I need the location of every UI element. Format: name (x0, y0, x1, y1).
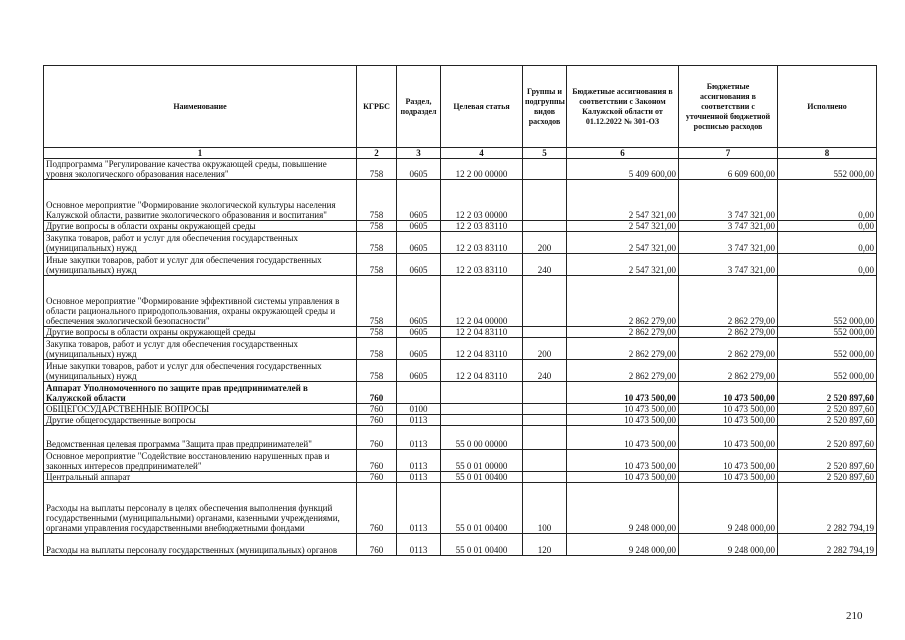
cell-kgrbs: 758 (357, 360, 397, 382)
cell-target: 55 0 01 00400 (441, 483, 523, 534)
cell-executed: 0,00 (778, 221, 877, 232)
cell-section: 0113 (397, 415, 441, 426)
cell-name: Расходы на выплаты персоналу государственных (муниципальных) органов (44, 534, 357, 556)
col-number: 8 (778, 148, 877, 159)
cell-refined: 2 862 279,00 (679, 327, 778, 338)
cell-refined: 2 862 279,00 (679, 360, 778, 382)
cell-refined: 10 473 500,00 (679, 450, 778, 472)
cell-executed: 552 000,00 (778, 159, 877, 180)
header-refined: Бюджетные ассигнования в соответствии с уточненной бюджетной росписью расходов (679, 66, 778, 148)
cell-refined: 10 473 500,00 (679, 404, 778, 415)
col-number: 1 (44, 148, 357, 159)
cell-refined: 3 747 321,00 (679, 254, 778, 276)
cell-refined: 3 747 321,00 (679, 180, 778, 221)
cell-kgrbs: 758 (357, 338, 397, 360)
cell-group (523, 327, 567, 338)
cell-executed: 0,00 (778, 232, 877, 254)
cell-refined: 10 473 500,00 (679, 382, 778, 404)
cell-group (523, 472, 567, 483)
cell-group (523, 426, 567, 450)
cell-group (523, 221, 567, 232)
cell-kgrbs: 760 (357, 483, 397, 534)
cell-target: 55 0 01 00000 (441, 450, 523, 472)
cell-law: 5 409 600,00 (567, 159, 679, 180)
cell-refined: 2 862 279,00 (679, 276, 778, 327)
cell-executed: 2 520 897,60 (778, 404, 877, 415)
cell-section (397, 382, 441, 404)
cell-section: 0605 (397, 327, 441, 338)
cell-kgrbs: 760 (357, 534, 397, 556)
cell-group: 240 (523, 254, 567, 276)
cell-refined: 9 248 000,00 (679, 483, 778, 534)
table-row (44, 338, 877, 360)
cell-section: 0605 (397, 221, 441, 232)
budget-table (43, 65, 877, 556)
cell-section: 0113 (397, 472, 441, 483)
cell-target: 12 2 04 83110 (441, 327, 523, 338)
cell-name: Закупка товаров, работ и услуг для обеспечения государственных (муниципальных) нужд (44, 232, 357, 254)
table-row (44, 483, 877, 534)
table-row (44, 472, 877, 483)
cell-group (523, 382, 567, 404)
table-row (44, 276, 877, 327)
cell-group: 200 (523, 338, 567, 360)
cell-section: 0605 (397, 232, 441, 254)
cell-law: 10 473 500,00 (567, 415, 679, 426)
cell-executed: 552 000,00 (778, 327, 877, 338)
cell-law: 2 862 279,00 (567, 360, 679, 382)
cell-name: Основное мероприятие "Формирование экологической культуры населения Калужской области, развитие экологического образования и воспитания" (44, 180, 357, 221)
cell-name: Ведомственная целевая программа "Защита прав предпринимателей" (44, 426, 357, 450)
table-row (44, 382, 877, 404)
cell-target: 12 2 04 00000 (441, 276, 523, 327)
table-row (44, 221, 877, 232)
table-row (44, 360, 877, 382)
cell-section: 0605 (397, 254, 441, 276)
header-row (44, 66, 877, 148)
cell-kgrbs: 758 (357, 327, 397, 338)
cell-section: 0605 (397, 338, 441, 360)
cell-law: 2 547 321,00 (567, 221, 679, 232)
cell-section: 0605 (397, 276, 441, 327)
col-number: 6 (567, 148, 679, 159)
col-number: 7 (679, 148, 778, 159)
cell-law: 2 547 321,00 (567, 254, 679, 276)
cell-target: 12 2 03 83110 (441, 232, 523, 254)
header-executed: Исполнено (778, 66, 877, 148)
cell-law: 10 473 500,00 (567, 450, 679, 472)
cell-refined: 6 609 600,00 (679, 159, 778, 180)
cell-name: Закупка товаров, работ и услуг для обеспечения государственных (муниципальных) нужд (44, 338, 357, 360)
cell-name: Основное мероприятие "Формирование эффективной системы управления в области рационального природопользования, охраны окружающей среды и обеспечения экологической безопасности" (44, 276, 357, 327)
cell-section: 0605 (397, 360, 441, 382)
cell-kgrbs: 760 (357, 450, 397, 472)
cell-kgrbs: 758 (357, 180, 397, 221)
table-row (44, 450, 877, 472)
cell-target (441, 382, 523, 404)
cell-section: 0113 (397, 426, 441, 450)
col-number: 3 (397, 148, 441, 159)
page-number: 210 (846, 610, 863, 622)
cell-executed: 552 000,00 (778, 338, 877, 360)
cell-law: 2 547 321,00 (567, 232, 679, 254)
cell-executed: 2 520 897,60 (778, 450, 877, 472)
cell-group (523, 159, 567, 180)
cell-target: 12 2 03 00000 (441, 180, 523, 221)
table-row (44, 327, 877, 338)
cell-target: 55 0 01 00400 (441, 534, 523, 556)
table-row (44, 159, 877, 180)
cell-kgrbs: 758 (357, 276, 397, 327)
cell-target: 12 2 04 83110 (441, 338, 523, 360)
cell-name: Другие вопросы в области охраны окружающей среды (44, 221, 357, 232)
cell-executed: 2 282 794,19 (778, 483, 877, 534)
table-row (44, 404, 877, 415)
cell-law: 9 248 000,00 (567, 534, 679, 556)
cell-section: 0100 (397, 404, 441, 415)
table-row (44, 415, 877, 426)
cell-section: 0113 (397, 450, 441, 472)
cell-executed: 2 520 897,60 (778, 415, 877, 426)
cell-target: 12 2 03 83110 (441, 221, 523, 232)
cell-law: 2 862 279,00 (567, 338, 679, 360)
cell-target: 12 2 00 00000 (441, 159, 523, 180)
header-law: Бюджетные ассигнования в соответствии с Законом Калужской области от 01.12.2022 № 301-ОЗ (567, 66, 679, 148)
cell-name: Иные закупки товаров, работ и услуг для обеспечения государственных (муниципальных) нужд (44, 360, 357, 382)
cell-law: 10 473 500,00 (567, 404, 679, 415)
cell-kgrbs: 760 (357, 415, 397, 426)
cell-target: 12 2 03 83110 (441, 254, 523, 276)
cell-executed: 2 520 897,60 (778, 472, 877, 483)
cell-name: Основное мероприятие "Содействие восстановлению нарушенных прав и законных интересов предпринимателей" (44, 450, 357, 472)
cell-section: 0605 (397, 180, 441, 221)
cell-executed: 2 282 794,19 (778, 534, 877, 556)
cell-refined: 3 747 321,00 (679, 221, 778, 232)
cell-kgrbs: 758 (357, 254, 397, 276)
cell-name: Другие общегосударственные вопросы (44, 415, 357, 426)
header-name: Наименование (44, 66, 357, 148)
column-numbers-row (44, 148, 877, 159)
header-groups: Группы и подгруппы видов расходов (523, 66, 567, 148)
cell-kgrbs: 760 (357, 426, 397, 450)
cell-law: 2 547 321,00 (567, 180, 679, 221)
cell-refined: 3 747 321,00 (679, 232, 778, 254)
cell-name: Иные закупки товаров, работ и услуг для обеспечения государственных (муниципальных) нужд (44, 254, 357, 276)
col-number: 4 (441, 148, 523, 159)
cell-executed: 0,00 (778, 254, 877, 276)
header-kgrbs: КГРБС (357, 66, 397, 148)
cell-executed: 2 520 897,60 (778, 382, 877, 404)
cell-kgrbs: 760 (357, 382, 397, 404)
cell-group (523, 450, 567, 472)
cell-group (523, 415, 567, 426)
cell-refined: 2 862 279,00 (679, 338, 778, 360)
cell-target: 55 0 01 00400 (441, 472, 523, 483)
cell-group (523, 404, 567, 415)
cell-law: 10 473 500,00 (567, 426, 679, 450)
cell-target (441, 404, 523, 415)
cell-kgrbs: 760 (357, 404, 397, 415)
cell-target: 12 2 04 83110 (441, 360, 523, 382)
col-number: 2 (357, 148, 397, 159)
cell-name: Расходы на выплаты персоналу в целях обеспечения выполнения функций государственными (муниципальными) органами, казенными учреждениями, органами управления государственными внебюджетными фондами (44, 483, 357, 534)
cell-kgrbs: 758 (357, 232, 397, 254)
cell-executed: 2 520 897,60 (778, 426, 877, 450)
cell-group (523, 276, 567, 327)
cell-group: 100 (523, 483, 567, 534)
cell-executed: 552 000,00 (778, 276, 877, 327)
cell-group: 120 (523, 534, 567, 556)
cell-section: 0605 (397, 159, 441, 180)
table-row (44, 254, 877, 276)
table-row (44, 426, 877, 450)
header-section: Раздел, подраздел (397, 66, 441, 148)
cell-law: 9 248 000,00 (567, 483, 679, 534)
cell-group: 200 (523, 232, 567, 254)
cell-target (441, 415, 523, 426)
cell-group: 240 (523, 360, 567, 382)
cell-name: Аппарат Уполномоченного по защите прав предпринимателей в Калужской области (44, 382, 357, 404)
cell-refined: 9 248 000,00 (679, 534, 778, 556)
cell-name: Другие вопросы в области охраны окружающей среды (44, 327, 357, 338)
table-body (44, 159, 877, 556)
cell-law: 10 473 500,00 (567, 472, 679, 483)
cell-refined: 10 473 500,00 (679, 472, 778, 483)
cell-law: 2 862 279,00 (567, 327, 679, 338)
cell-kgrbs: 758 (357, 159, 397, 180)
col-number: 5 (523, 148, 567, 159)
cell-law: 10 473 500,00 (567, 382, 679, 404)
cell-section: 0113 (397, 483, 441, 534)
cell-kgrbs: 758 (357, 221, 397, 232)
table-row (44, 232, 877, 254)
cell-executed: 552 000,00 (778, 360, 877, 382)
cell-executed: 0,00 (778, 180, 877, 221)
header-target: Целевая статья (441, 66, 523, 148)
table-row (44, 180, 877, 221)
cell-name: Подпрограмма "Регулирование качества окружающей среды, повышение уровня экологического образования населения" (44, 159, 357, 180)
cell-section: 0113 (397, 534, 441, 556)
cell-law: 2 862 279,00 (567, 276, 679, 327)
cell-kgrbs: 760 (357, 472, 397, 483)
cell-name: Центральный аппарат (44, 472, 357, 483)
cell-refined: 10 473 500,00 (679, 415, 778, 426)
cell-name: ОБЩЕГОСУДАРСТВЕННЫЕ ВОПРОСЫ (44, 404, 357, 415)
cell-group (523, 180, 567, 221)
table-row (44, 534, 877, 556)
cell-refined: 10 473 500,00 (679, 426, 778, 450)
cell-target: 55 0 00 00000 (441, 426, 523, 450)
